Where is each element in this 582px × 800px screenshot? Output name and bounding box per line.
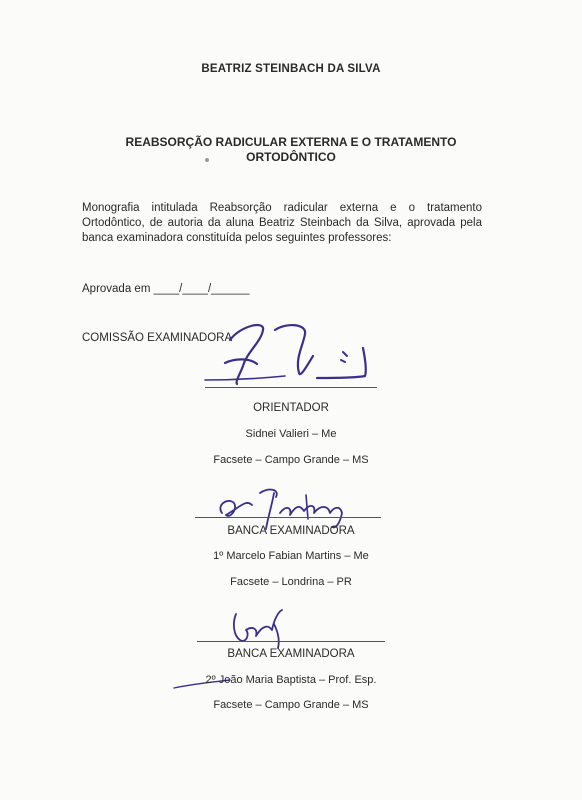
banca-2-role: BANCA EXAMINADORA xyxy=(227,648,355,660)
orientador-role: ORIENTADOR xyxy=(253,402,329,414)
orientador-institution: Facsete – Campo Grande – MS xyxy=(213,454,369,466)
approval-statement: Monografia intitulada Reabsorção radicular externa e o tratamento Ortodôntico, de autoria da aluna Beatriz Steinbach da Silva, aprovada pela banca examinadora constituída pelos seguintes professores: xyxy=(82,202,482,244)
orientador-signature-line xyxy=(205,387,377,388)
commission-heading: COMISSÃO EXAMINADORA xyxy=(82,332,233,344)
banca-2-signature-line xyxy=(197,641,385,642)
title-line-1: REABSORÇÃO RADICULAR EXTERNA E O TRATAMENTO xyxy=(125,135,457,149)
banca-1-role: BANCA EXAMINADORA xyxy=(227,525,355,537)
orientador-signature xyxy=(195,318,395,388)
banca-2-institution: Facsete – Campo Grande – MS xyxy=(213,699,369,711)
banca-1-institution: Facsete – Londrina – PR xyxy=(230,576,352,588)
banca-1-name: 1º Marcelo Fabian Martins – Me xyxy=(213,550,369,562)
banca-2-name: 2º João Maria Baptista – Prof. Esp. xyxy=(205,674,377,686)
title-line-2: ORTODÔNTICO xyxy=(246,150,336,164)
approval-date: Aprovada em ____/____/______ xyxy=(82,283,250,295)
author-name: BEATRIZ STEINBACH DA SILVA xyxy=(201,63,381,75)
orientador-name: Sidnei Valieri – Me xyxy=(245,428,337,440)
banca-1-signature-line xyxy=(195,517,381,518)
monograph-title xyxy=(0,135,582,165)
